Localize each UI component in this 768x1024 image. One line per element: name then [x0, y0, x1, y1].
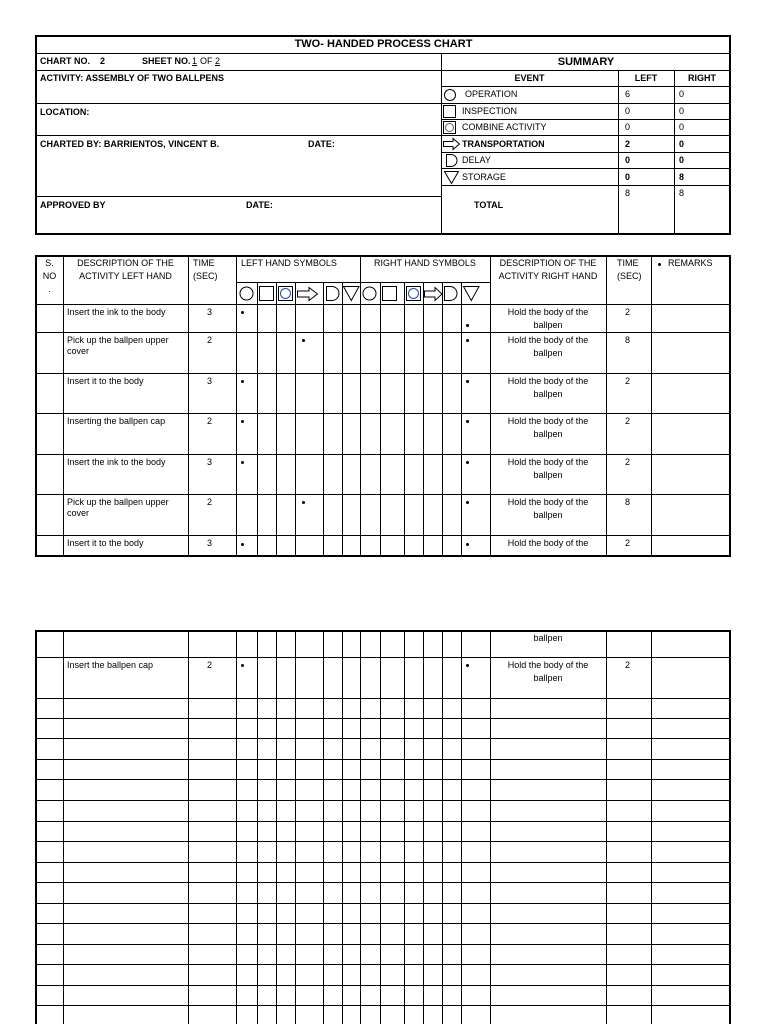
- inspection-square-icon: [259, 286, 275, 302]
- right-activity: Hold the body of the: [507, 416, 589, 426]
- grid-line: [36, 718, 731, 719]
- right-activity: Hold the body of the: [507, 660, 589, 670]
- chart-no-label: CHART NO.: [40, 56, 90, 66]
- grid-line: [461, 630, 462, 1024]
- grid-line: [36, 882, 731, 883]
- combined-activity-icon: [406, 286, 422, 302]
- summary-left-delay: 0: [625, 155, 631, 165]
- summary-right-operation: 0: [679, 89, 685, 99]
- right-activity: Hold the body of the: [507, 307, 589, 317]
- chart-no-value: 2: [100, 56, 106, 66]
- grid-line: [36, 841, 731, 842]
- right-activity-2: ballpen: [533, 673, 563, 683]
- header-time-right-2: (SEC): [617, 271, 642, 281]
- right-activity: Hold the body of the: [507, 457, 589, 467]
- grid-line: [606, 630, 607, 1024]
- grid-line: [442, 630, 443, 1024]
- header-left-hand-symbols: LEFT HAND SYMBOLS: [241, 258, 337, 268]
- header-time-right: TIME: [617, 258, 639, 268]
- sheet-no-label: SHEET NO.: [142, 56, 191, 66]
- chart-title: TWO- HANDED PROCESS CHART: [294, 38, 473, 50]
- grid-line: [36, 985, 731, 986]
- operation-circle-icon: [362, 286, 378, 302]
- header-desc-right-2: ACTIVITY RIGHT HAND: [498, 271, 598, 281]
- header-remarks: REMARKS: [668, 258, 713, 268]
- right-symbol-mark: [466, 380, 469, 383]
- right-activity-continued: ballpen: [533, 633, 563, 643]
- combined-activity-icon: [443, 121, 457, 134]
- summary-total-right: 8: [679, 188, 685, 198]
- summary-left-storage: 0: [625, 172, 631, 182]
- left-time: 3: [207, 538, 213, 548]
- left-activity: Pick up the ballpen upper cover: [67, 497, 169, 518]
- left-time: 3: [207, 376, 213, 386]
- grid-line: [36, 964, 731, 965]
- right-time: 2: [625, 660, 631, 670]
- right-time: 8: [625, 497, 631, 507]
- sheet-no-value: 1: [192, 56, 198, 66]
- right-time: 2: [625, 457, 631, 467]
- grid-line: [490, 630, 491, 1024]
- right-activity: Hold the body of the: [507, 335, 589, 345]
- grid-line: [36, 1005, 731, 1006]
- summary-col-right: RIGHT: [688, 73, 716, 83]
- left-time: 3: [207, 307, 213, 317]
- summary-total-left: 8: [625, 188, 631, 198]
- left-time: 2: [207, 335, 213, 345]
- sheet-total-value: 2: [215, 56, 221, 66]
- right-symbol-mark: [466, 420, 469, 423]
- header-sno-3: .: [48, 284, 51, 294]
- grid-line: [360, 630, 361, 1024]
- left-symbol-mark: [241, 311, 244, 314]
- summary-right-transportation: 0: [679, 139, 685, 149]
- storage-triangle-icon: [343, 286, 360, 302]
- date-label-2: DATE:: [246, 200, 273, 210]
- summary-event-transportation: TRANSPORTATION: [462, 139, 545, 149]
- right-symbol-mark: [466, 543, 469, 546]
- grid-line: [36, 738, 731, 739]
- grid-line: [36, 862, 731, 863]
- summary-event-operation: OPERATION: [465, 89, 518, 99]
- summary-total-label: TOTAL: [474, 200, 504, 210]
- left-symbol-mark: [302, 501, 305, 504]
- summary-left-transportation: 2: [625, 139, 631, 149]
- location-text: LOCATION:: [40, 107, 90, 117]
- right-time: 2: [625, 416, 631, 426]
- left-time: 2: [207, 497, 213, 507]
- right-time: 2: [625, 538, 631, 548]
- grid-line: [35, 630, 37, 1024]
- grid-line: [63, 630, 64, 1024]
- header-time-left: TIME: [193, 258, 215, 268]
- right-activity-2: ballpen: [533, 429, 563, 439]
- grid-line: [36, 657, 731, 658]
- summary-left-operation: 6: [625, 89, 631, 99]
- left-symbol-mark: [241, 380, 244, 383]
- right-symbol-mark: [466, 339, 469, 342]
- grid-line: [36, 698, 731, 699]
- right-symbol-mark: [466, 664, 469, 667]
- summary-title: SUMMARY: [557, 56, 615, 68]
- right-time: 2: [625, 307, 631, 317]
- header-right-hand-symbols: RIGHT HAND SYMBOLS: [374, 258, 476, 268]
- left-symbol-mark: [241, 420, 244, 423]
- grid-line: [36, 923, 731, 924]
- grid-line: [651, 630, 652, 1024]
- left-activity: Insert the ballpen cap: [67, 660, 154, 670]
- right-activity: Hold the body of the: [507, 497, 589, 507]
- grid-line: [380, 630, 381, 1024]
- grid-line: [423, 630, 424, 1024]
- right-time: 8: [625, 335, 631, 345]
- right-activity-2: ballpen: [533, 510, 563, 520]
- triangle-icon: [444, 171, 460, 184]
- activity-text: ACTIVITY: ASSEMBLY OF TWO BALLPENS: [40, 73, 225, 83]
- grid-line: [404, 630, 405, 1024]
- approved-by-text: APPROVED BY: [40, 200, 106, 210]
- grid-line: [276, 630, 277, 1024]
- combined-activity-icon: [278, 286, 294, 302]
- header-sno: S.: [45, 258, 54, 268]
- right-activity-2: ballpen: [533, 320, 563, 330]
- storage-triangle-icon: [463, 286, 480, 302]
- left-activity: Insert the ink to the body: [67, 457, 166, 467]
- transport-arrow-icon: [297, 287, 319, 301]
- grid-line: [36, 759, 731, 760]
- square-icon: [443, 105, 457, 118]
- right-activity-2: ballpen: [533, 470, 563, 480]
- left-activity: Insert the ink to the body: [67, 307, 166, 317]
- summary-event-combine: COMBINE ACTIVITY: [462, 122, 547, 132]
- left-symbol-mark: [302, 339, 305, 342]
- right-activity: Hold the body of the: [507, 376, 589, 386]
- delay-d-icon: [326, 286, 342, 302]
- left-activity: Insert it to the body: [67, 538, 144, 548]
- operation-circle-icon: [239, 286, 255, 302]
- summary-event-inspection: INSPECTION: [462, 106, 518, 116]
- bullet-icon: [658, 263, 661, 266]
- summary-col-event: EVENT: [514, 73, 545, 83]
- right-time: 2: [625, 376, 631, 386]
- right-symbol-mark: [466, 324, 469, 327]
- summary-left-inspection: 0: [625, 106, 631, 116]
- grid-line: [36, 903, 731, 904]
- right-activity: Hold the body of the: [507, 538, 589, 548]
- header-desc-right: DESCRIPTION OF THE: [499, 258, 597, 268]
- charted-by-text: CHARTED BY: BARRIENTOS, VINCENT B.: [40, 139, 220, 149]
- left-symbol-mark: [241, 543, 244, 546]
- summary-right-delay: 0: [679, 155, 685, 165]
- date-label-1: DATE:: [308, 139, 335, 149]
- left-time: 3: [207, 457, 213, 467]
- arrow-icon: [443, 138, 461, 150]
- summary-right-storage: 8: [679, 172, 685, 182]
- inspection-square-icon: [382, 286, 398, 302]
- right-activity-2: ballpen: [533, 389, 563, 399]
- header-time-left-2: (SEC): [193, 271, 218, 281]
- delay-d-icon: [444, 286, 460, 302]
- grid-line: [36, 944, 731, 945]
- grid-line: [323, 630, 324, 1024]
- summary-event-storage: STORAGE: [462, 172, 506, 182]
- grid-line: [729, 630, 731, 1024]
- left-symbol-mark: [241, 664, 244, 667]
- left-time: 2: [207, 416, 213, 426]
- grid-line: [36, 630, 731, 632]
- delay-d-icon: [446, 154, 460, 167]
- grid-line: [257, 630, 258, 1024]
- left-time: 2: [207, 660, 213, 670]
- right-symbol-mark: [466, 501, 469, 504]
- grid-line: [188, 630, 189, 1024]
- sheet-of-label: OF: [200, 56, 213, 66]
- header-sno-2: NO: [42, 271, 57, 281]
- left-activity: Inserting the ballpen cap: [67, 416, 166, 426]
- right-symbol-mark: [466, 461, 469, 464]
- left-activity: Insert it to the body: [67, 376, 144, 386]
- grid-line: [36, 821, 731, 822]
- circle-icon: [444, 89, 458, 101]
- summary-event-delay: DELAY: [462, 155, 491, 165]
- summary-right-combine: 0: [679, 122, 685, 132]
- header-desc-left-2: ACTIVITY LEFT HAND: [79, 271, 172, 281]
- summary-left-combine: 0: [625, 122, 631, 132]
- grid-line: [342, 630, 343, 1024]
- grid-line: [36, 800, 731, 801]
- left-symbol-mark: [241, 461, 244, 464]
- grid-line: [295, 630, 296, 1024]
- grid-line: [236, 630, 237, 1024]
- left-activity: Pick up the ballpen upper cover: [67, 335, 169, 356]
- transport-arrow-icon: [424, 287, 444, 301]
- right-activity-2: ballpen: [533, 348, 563, 358]
- header-desc-left: DESCRIPTION OF THE: [77, 258, 174, 268]
- grid-line: [36, 779, 731, 780]
- summary-col-left: LEFT: [634, 73, 658, 83]
- summary-right-inspection: 0: [679, 106, 685, 116]
